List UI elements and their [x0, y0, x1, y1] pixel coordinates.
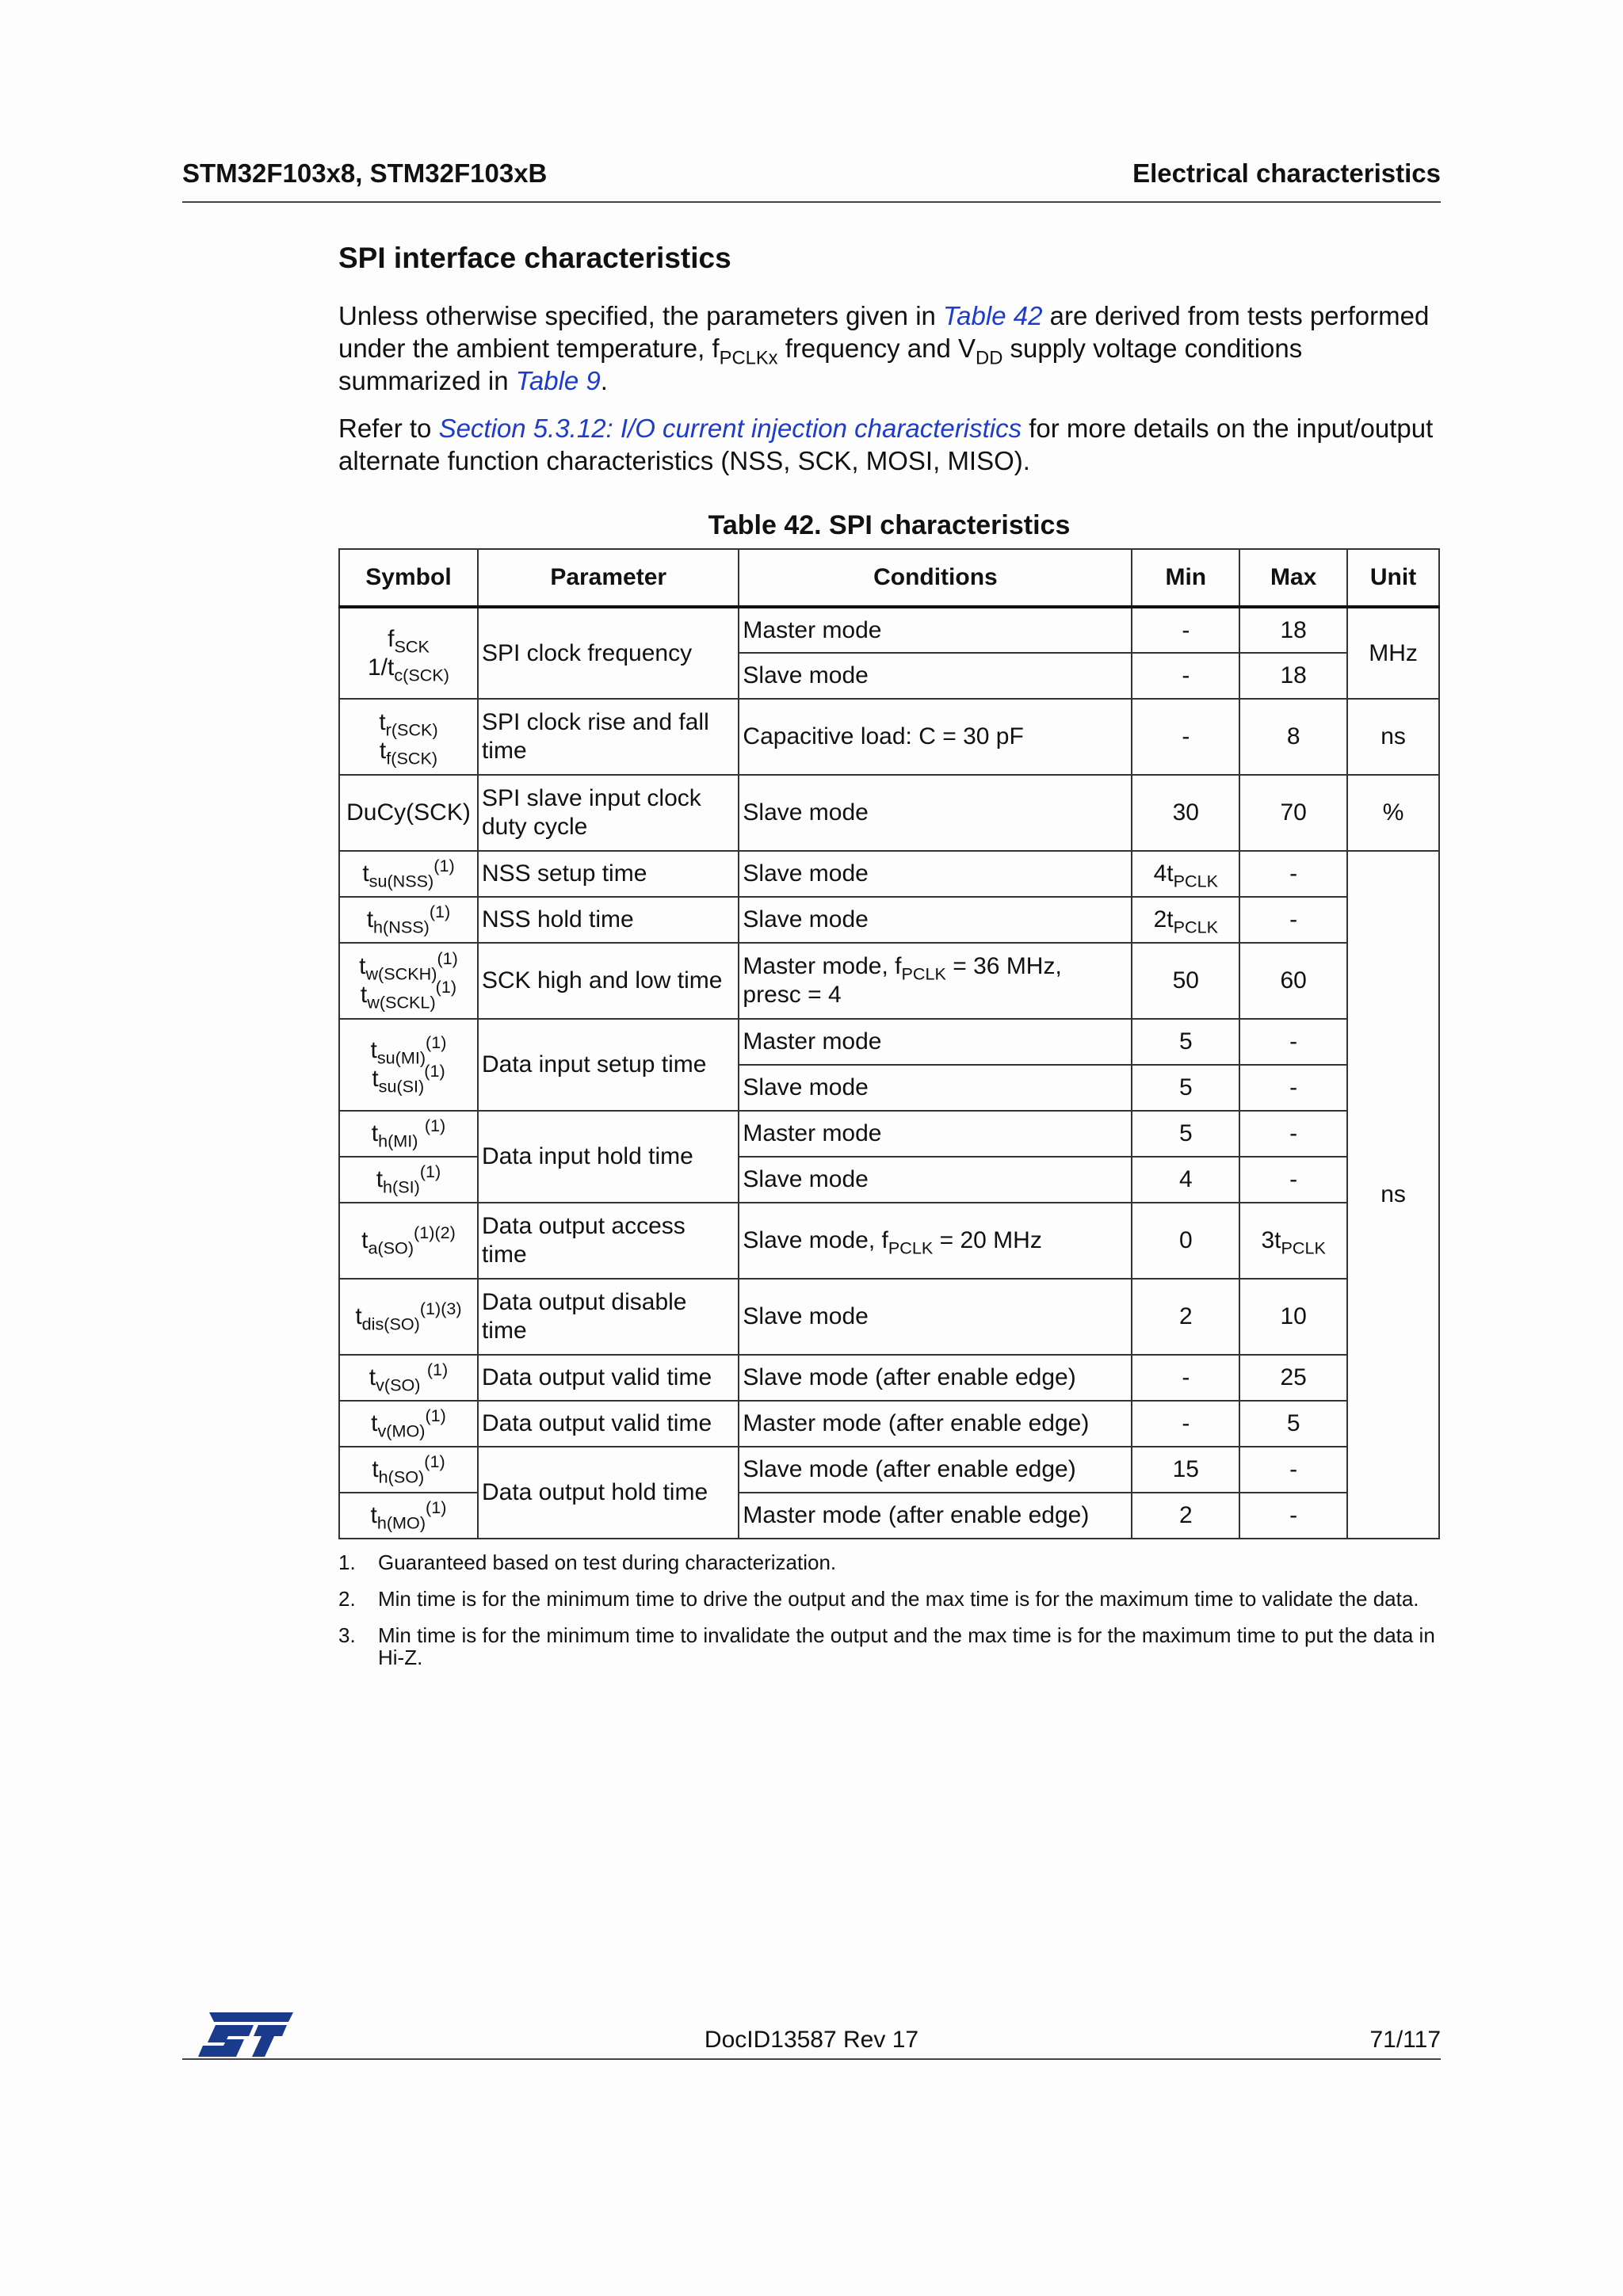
symbol-cell: $t_{h(SI)}^{(1)}$	[339, 1157, 478, 1203]
max-cell: $3t_{PCLK}$	[1239, 1203, 1347, 1279]
header-right: Electrical characteristics	[1132, 158, 1441, 188]
conditions-cell: Master mode	[739, 1111, 1132, 1157]
parameter-cell: NSS hold time	[478, 897, 739, 943]
conditions-cell: Slave mode (after enable edge)	[739, 1447, 1132, 1493]
min-cell: -	[1132, 1355, 1239, 1401]
refer-paragraph	[338, 412, 1440, 477]
table-row	[339, 775, 1439, 851]
conditions-cell: Slave mode, $f_{PCLK} = 20$ MHz	[739, 1203, 1132, 1279]
footnote-text: Guaranteed based on test during characterization.	[378, 1550, 837, 1574]
max-cell: 25	[1239, 1355, 1347, 1401]
conditions-cell: Capacitive load: C = 30 pF	[739, 699, 1132, 775]
doc-id: DocID13587 Rev 17	[704, 2027, 919, 2053]
parameter-cell: Data output valid time	[478, 1401, 739, 1447]
max-cell: 8	[1239, 699, 1347, 775]
symbol-cell: $t_{dis(SO)}^{(1)(3)}$	[339, 1279, 478, 1355]
parameter-cell: Data output access time	[478, 1203, 739, 1279]
symbol-cell: $t_{h(MI)}$ $^{(1)}$	[339, 1111, 478, 1157]
max-cell: -	[1239, 1447, 1347, 1493]
symbol-cell: DuCy(SCK)	[339, 775, 478, 851]
parameter-cell: Data output disable time	[478, 1279, 739, 1355]
symbol-cell: $f_{SCK}$ $1/t_{c(SCK)}$	[339, 607, 478, 699]
min-cell: -	[1132, 1401, 1239, 1447]
table-row	[339, 897, 1439, 943]
max-cell: 10	[1239, 1279, 1347, 1355]
table-header-row	[339, 549, 1439, 607]
symbol-cell: $t_{w(SCKH)}^{(1)}$ $t_{w(SCKL)}^{(1)}$	[339, 943, 478, 1019]
min-cell: $4t_{PCLK}$	[1132, 851, 1239, 897]
footnote	[338, 1551, 1440, 1573]
min-cell: 4	[1132, 1157, 1239, 1203]
page-number: 71/117	[1369, 2027, 1441, 2053]
footnote-number: 1.	[338, 1550, 356, 1574]
footnote-number: 2.	[338, 1587, 356, 1611]
footnote-number: 3.	[338, 1623, 356, 1647]
para1-text-5: .	[600, 366, 608, 395]
min-cell: 2	[1132, 1279, 1239, 1355]
parameter-cell: SPI clock rise and fall time	[478, 699, 739, 775]
conditions-cell: Master mode, $f_{PCLK} = 36$ MHz, presc = 4	[739, 943, 1132, 1019]
parameter-cell: SCK high and low time	[478, 943, 739, 1019]
min-cell: -	[1132, 653, 1239, 699]
parameter-cell: Data input setup time	[478, 1019, 739, 1111]
min-cell: 30	[1132, 775, 1239, 851]
col-header-symbol: Symbol	[339, 549, 478, 607]
max-cell: -	[1239, 1493, 1347, 1539]
unit-cell: ns	[1347, 699, 1439, 775]
parameter-cell: SPI clock frequency	[478, 607, 739, 699]
min-cell: 5	[1132, 1065, 1239, 1111]
symbol-cell: $t_{h(MO)}^{(1)}$	[339, 1493, 478, 1539]
unit-cell: %	[1347, 775, 1439, 851]
symbol-cell: $t_{v(MO)}^{(1)}$	[339, 1401, 478, 1447]
parameter-cell: NSS setup time	[478, 851, 739, 897]
min-cell: 5	[1132, 1111, 1239, 1157]
unit-cell: ns	[1347, 851, 1439, 1539]
conditions-cell: Master mode	[739, 607, 1132, 653]
min-cell: 2	[1132, 1493, 1239, 1539]
para1-text-2: are derived from tests performed under the ambient temperature, f	[338, 301, 1430, 363]
conditions-cell: Slave mode	[739, 1157, 1132, 1203]
conditions-cell: Master mode (after enable edge)	[739, 1401, 1132, 1447]
para2-text-1: Refer to	[338, 414, 439, 443]
col-header-parameter: Parameter	[478, 549, 739, 607]
table-42-link[interactable]: Table 42	[943, 301, 1043, 330]
table-row	[339, 699, 1439, 775]
section-5-3-12-link[interactable]: Section 5.3.12: I/O current injection characteristics	[438, 414, 1022, 443]
min-cell: -	[1132, 607, 1239, 653]
table-row	[339, 1111, 1439, 1157]
max-cell: -	[1239, 1065, 1347, 1111]
min-cell: -	[1132, 699, 1239, 775]
table-caption: Table 42. SPI characteristics	[708, 510, 1071, 540]
page-footer	[182, 2012, 1441, 2060]
header-left: STM32F103x8, STM32F103xB	[182, 158, 548, 188]
table-row	[339, 1447, 1439, 1493]
max-cell: 18	[1239, 653, 1347, 699]
col-header-unit: Unit	[1347, 549, 1439, 607]
symbol-cell: $t_{h(NSS)}^{(1)}$	[339, 897, 478, 943]
conditions-cell: Master mode (after enable edge)	[739, 1493, 1132, 1539]
conditions-cell: Slave mode	[739, 897, 1132, 943]
max-cell: -	[1239, 851, 1347, 897]
parameter-cell: SPI slave input clock duty cycle	[478, 775, 739, 851]
conditions-cell: Slave mode	[739, 851, 1132, 897]
symbol-cell: $t_{su(NSS)}^{(1)}$	[339, 851, 478, 897]
symbol-cell: $t_{v(SO)}$ $^{(1)}$	[339, 1355, 478, 1401]
max-cell: 70	[1239, 775, 1347, 851]
max-cell: -	[1239, 1111, 1347, 1157]
para1-sub-pclkx: PCLKx	[719, 347, 778, 369]
para1-text-4: supply voltage conditions summarized in	[338, 334, 1303, 395]
table-row	[339, 1401, 1439, 1447]
page-header	[182, 158, 1441, 203]
conditions-cell: Slave mode	[739, 1065, 1132, 1111]
table-row	[339, 1203, 1439, 1279]
conditions-cell: Slave mode	[739, 775, 1132, 851]
table-9-link[interactable]: Table 9	[515, 366, 601, 395]
conditions-cell: Slave mode	[739, 1279, 1132, 1355]
table-row	[339, 1355, 1439, 1401]
unit-cell: MHz	[1347, 607, 1439, 699]
footnote-text: Min time is for the minimum time to invalidate the output and the max time is for the maximum time to put the data in Hi-Z.	[378, 1623, 1435, 1669]
table-row	[339, 851, 1439, 897]
col-header-conditions: Conditions	[739, 549, 1132, 607]
symbol-cell: $t_{su(MI)}^{(1)}$ $t_{su(SI)}^{(1)}$	[339, 1019, 478, 1111]
footnote	[338, 1588, 1440, 1610]
spi-characteristics-table	[338, 548, 1440, 1539]
parameter-cell: Data output hold time	[478, 1447, 739, 1539]
max-cell: -	[1239, 1157, 1347, 1203]
para1-text-3: frequency and V	[777, 334, 976, 363]
conditions-cell: Master mode	[739, 1019, 1132, 1065]
min-cell: 50	[1132, 943, 1239, 1019]
col-header-min: Min	[1132, 549, 1239, 607]
min-cell: 15	[1132, 1447, 1239, 1493]
max-cell: -	[1239, 1019, 1347, 1065]
max-cell: 5	[1239, 1401, 1347, 1447]
parameter-cell: Data input hold time	[478, 1111, 739, 1203]
symbol-cell: $t_{h(SO)}^{(1)}$	[339, 1447, 478, 1493]
table-row	[339, 943, 1439, 1019]
max-cell: 18	[1239, 607, 1347, 653]
min-cell: $2t_{PCLK}$	[1132, 897, 1239, 943]
symbol-cell: $t_{r(SCK)}$ $t_{f(SCK)}$	[339, 699, 478, 775]
symbol-cell: $t_{a(SO)}^{(1)(2)}$	[339, 1203, 478, 1279]
section-title: SPI interface characteristics	[338, 242, 731, 274]
para2-text-2: for more details on the input/output alternate function characteristics (NSS, SCK, MOSI, MISO).	[338, 414, 1434, 475]
para1-sub-dd: DD	[976, 347, 1003, 369]
table-row	[339, 1279, 1439, 1355]
intro-paragraph	[338, 299, 1440, 397]
parameter-cell: Data output valid time	[478, 1355, 739, 1401]
table-row	[339, 1019, 1439, 1065]
para1-text-1: Unless otherwise specified, the parameters given in	[338, 301, 944, 330]
table-row	[339, 607, 1439, 653]
min-cell: 5	[1132, 1019, 1239, 1065]
conditions-cell: Slave mode (after enable edge)	[739, 1355, 1132, 1401]
col-header-max: Max	[1239, 549, 1347, 607]
table-footnotes	[338, 1551, 1440, 1683]
conditions-cell: Slave mode	[739, 653, 1132, 699]
footnote-text: Min time is for the minimum time to drive the output and the max time is for the maximum time to validate the data.	[378, 1587, 1419, 1611]
max-cell: -	[1239, 897, 1347, 943]
footnote	[338, 1624, 1440, 1669]
min-cell: 0	[1132, 1203, 1239, 1279]
max-cell: 60	[1239, 943, 1347, 1019]
